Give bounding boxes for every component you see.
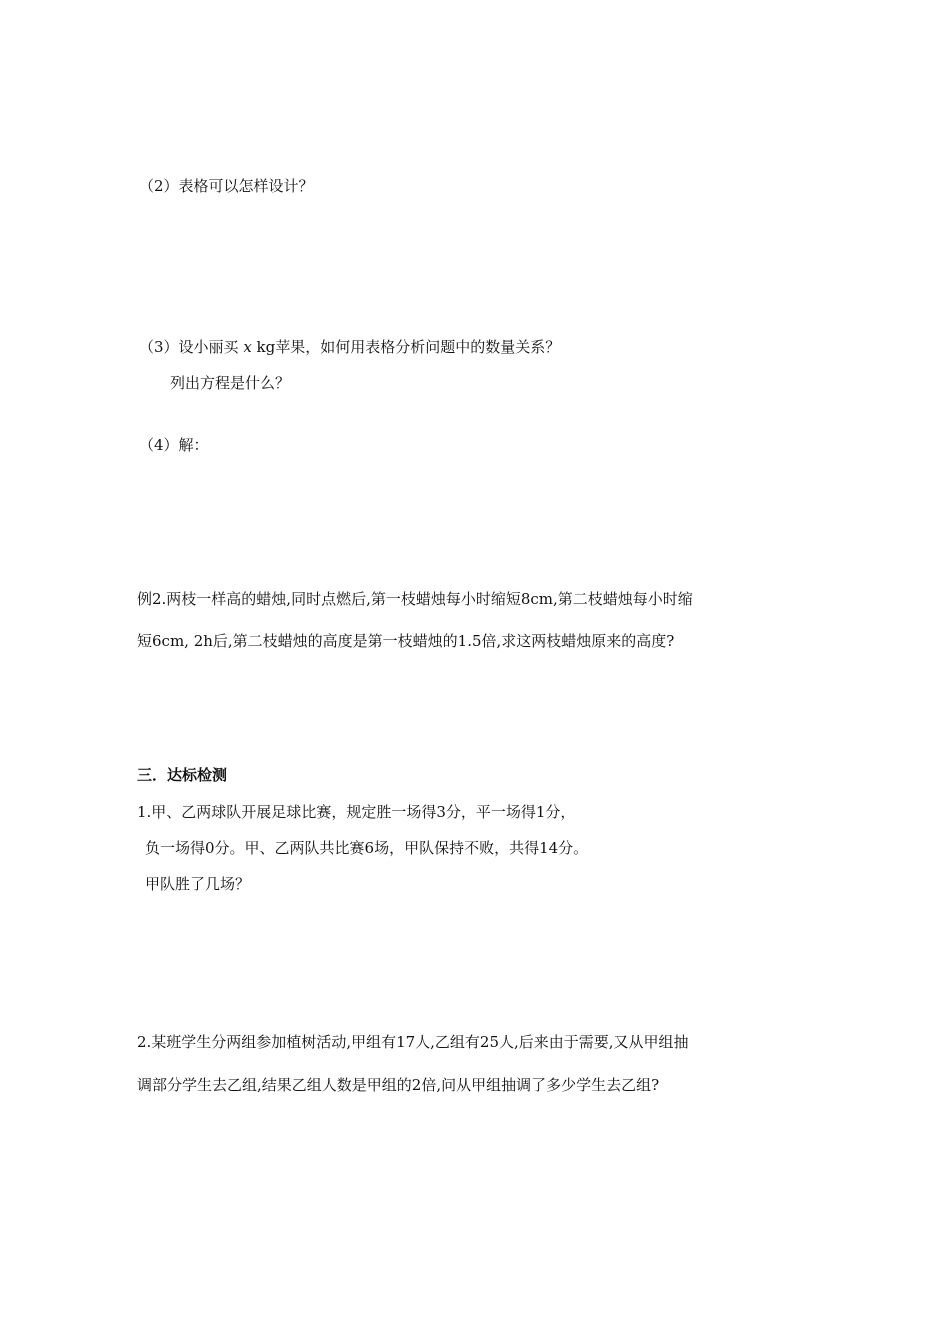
example-2-line-1: 例2.两枝一样高的蜡烛,同时点燃后,第一枝蜡烛每小时缩短8cm,第二枝蜡烛每小时缩 [137,590,693,608]
problem-2-line-2: 调部分学生去乙组,结果乙组人数是甲组的2倍,问从甲组抽调了多少学生去乙组? [137,1076,660,1094]
problem-1-line-2: 负一场得0分。甲、乙两队共比赛6场，甲队保持不败，共得14分。 [145,839,589,857]
problem-1-line-3: 甲队胜了几场？ [145,875,251,893]
section-3-title: 三．达标检测 [137,766,228,784]
example-2-line-2: 短6cm, 2h后,第二枝蜡烛的高度是第一枝蜡烛的1.5倍,求这两枝蜡烛原来的高度? [137,632,675,650]
problem-1-line-1: 1.甲、乙两球队开展足球比赛，规定胜一场得3分，平一场得1分， [137,803,576,821]
question-3-prefix: （3）设小丽买 [139,338,244,356]
variable-x: x [243,338,252,356]
problem-2-line-1: 2.某班学生分两组参加植树活动,甲组有17人,乙组有25人,后来由于需要,又从甲组抽 [137,1033,689,1051]
question-4: （4）解： [139,436,209,454]
question-2: （2）表格可以怎样设计？ [139,177,314,195]
question-3-line-1 [139,337,560,357]
question-3-line-2: 列出方程是什么？ [170,374,291,392]
question-3-suffix: kg苹果，如何用表格分析问题中的数量关系？ [251,338,561,356]
